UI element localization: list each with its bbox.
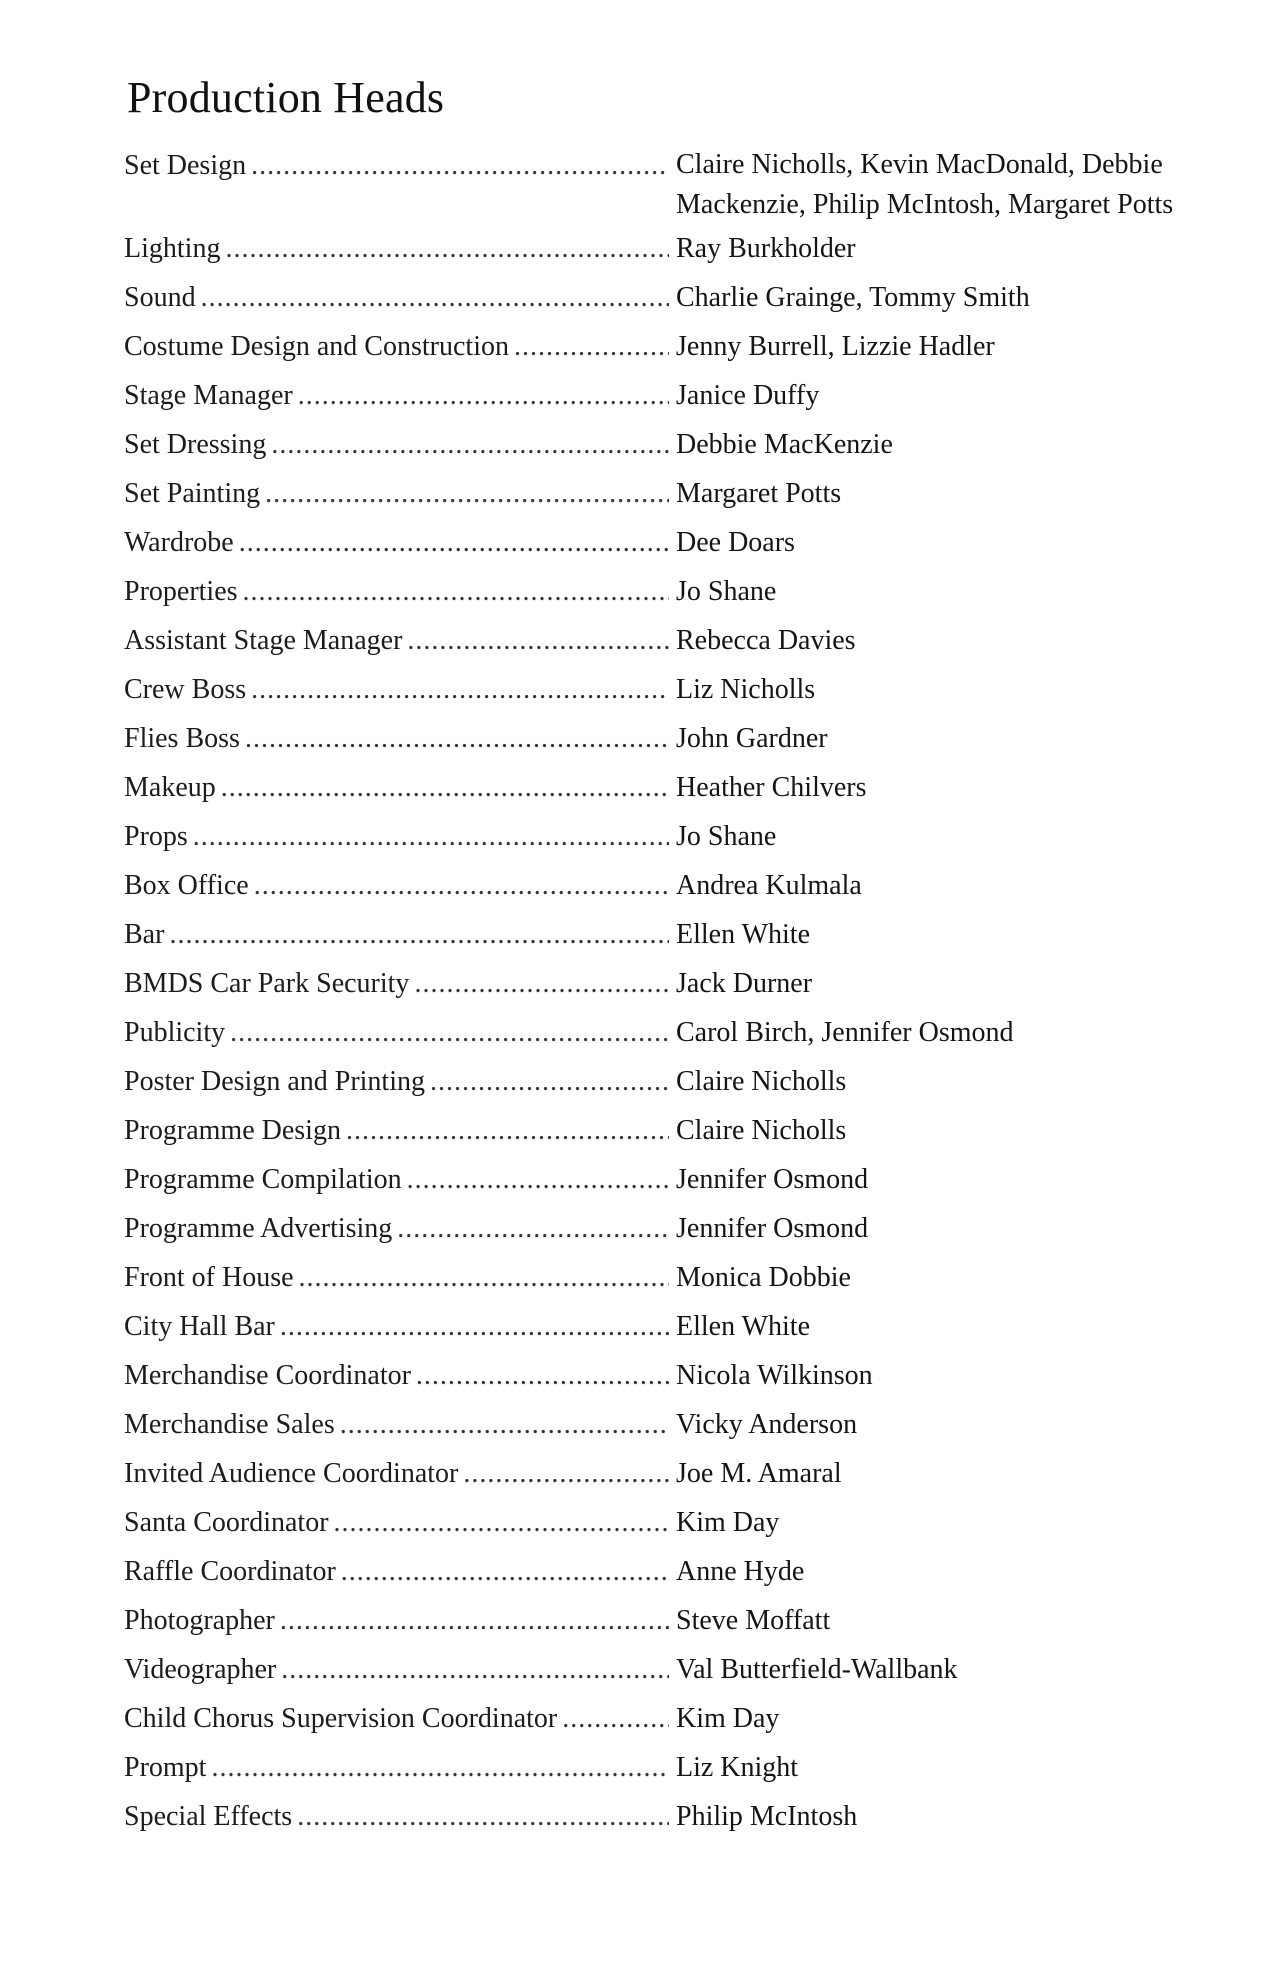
credit-names: Ellen White	[676, 919, 810, 950]
credit-row	[124, 1404, 1234, 1446]
credit-role-cell	[124, 326, 674, 368]
credit-role: Special Effects	[124, 1801, 293, 1832]
credit-role-cell	[124, 1649, 674, 1691]
dot-leader	[169, 914, 669, 956]
credit-names: Carol Birch, Jennifer Osmond	[676, 1017, 1014, 1048]
dot-leader	[298, 375, 669, 417]
credit-role-cell	[124, 1110, 674, 1152]
credit-role: Properties	[124, 576, 238, 607]
credit-names: Jenny Burrell, Lizzie Hadler	[676, 331, 995, 362]
credit-role: Raffle Coordinator	[124, 1556, 336, 1587]
credit-role: Merchandise Sales	[124, 1409, 335, 1440]
credit-row	[124, 1747, 1234, 1789]
credit-role: Stage Manager	[124, 380, 293, 411]
credit-role: Prompt	[124, 1752, 207, 1783]
credit-names: Rebecca Davies	[676, 625, 856, 656]
credit-role-cell	[124, 1404, 674, 1446]
credit-role: Set Painting	[124, 478, 261, 509]
credit-role: City Hall Bar	[124, 1311, 275, 1342]
credit-role: Programme Design	[124, 1115, 341, 1146]
credit-names: Claire Nicholls, Kevin MacDonald, Debbie Mackenzie, Philip McIntosh, Margaret Potts	[676, 149, 1174, 220]
dot-leader	[514, 326, 669, 368]
credit-row	[124, 1257, 1234, 1299]
credit-role-cell	[124, 1012, 674, 1054]
credit-names: Kim Day	[676, 1507, 780, 1538]
credit-names: Ray Burkholder	[676, 233, 856, 264]
dot-leader	[239, 522, 669, 564]
credit-names: Monica Dobbie	[676, 1262, 851, 1293]
credit-role: Poster Design and Printing	[124, 1066, 425, 1097]
credit-row	[124, 1600, 1234, 1642]
credit-names: Vicky Anderson	[676, 1409, 858, 1440]
credit-role-cell	[124, 963, 674, 1005]
dot-leader	[225, 228, 669, 270]
dot-leader	[281, 1649, 669, 1691]
dot-leader	[416, 1355, 669, 1397]
credit-role-cell	[124, 1208, 674, 1250]
credit-names: Joe M. Amaral	[676, 1458, 842, 1489]
dot-leader	[346, 1110, 669, 1152]
credit-row	[124, 1159, 1234, 1201]
dot-leader	[280, 1600, 669, 1642]
credit-role: Videographer	[124, 1654, 277, 1685]
dot-leader	[251, 669, 669, 711]
credit-role-cell	[124, 1355, 674, 1397]
credit-role-cell	[124, 767, 674, 809]
credit-row	[124, 522, 1234, 564]
credit-role-cell	[124, 1257, 674, 1299]
credit-role: Flies Boss	[124, 723, 240, 754]
credit-role: Set Dressing	[124, 429, 267, 460]
credit-role: Programme Advertising	[124, 1213, 393, 1244]
dot-leader	[271, 424, 669, 466]
credit-role: Front of House	[124, 1262, 294, 1293]
dot-leader	[254, 865, 669, 907]
credit-role-cell	[124, 669, 674, 711]
dot-leader	[407, 1159, 669, 1201]
credit-role-cell	[124, 522, 674, 564]
credit-role-cell	[124, 473, 674, 515]
credit-row	[124, 277, 1234, 319]
credit-names: John Gardner	[676, 723, 828, 754]
credit-row	[124, 473, 1234, 515]
credit-role-cell	[124, 1796, 674, 1838]
credit-row	[124, 1208, 1234, 1250]
credit-names: Claire Nicholls	[676, 1115, 847, 1146]
credit-role-cell	[124, 914, 674, 956]
credit-row	[124, 1453, 1234, 1495]
dot-leader	[280, 1306, 669, 1348]
credit-names: Jo Shane	[676, 821, 777, 852]
credit-row	[124, 1551, 1234, 1593]
credit-role: Box Office	[124, 870, 249, 901]
credit-row	[124, 1502, 1234, 1544]
credit-role: Sound	[124, 282, 196, 313]
credit-role: Photographer	[124, 1605, 275, 1636]
dot-leader	[340, 1404, 669, 1446]
dot-leader	[414, 963, 669, 1005]
credit-names: Liz Knight	[676, 1752, 799, 1783]
credit-role-cell	[124, 865, 674, 907]
credit-row	[124, 375, 1234, 417]
credit-role-cell	[124, 816, 674, 858]
credit-role: Publicity	[124, 1017, 226, 1048]
credits-list	[124, 145, 1234, 1845]
credit-role-cell	[124, 424, 674, 466]
dot-leader	[297, 1796, 669, 1838]
credit-names: Anne Hyde	[676, 1556, 805, 1587]
credit-row	[124, 718, 1234, 760]
dot-leader	[562, 1698, 669, 1740]
credit-row	[124, 424, 1234, 466]
credit-names: Steve Moffatt	[676, 1605, 831, 1636]
credit-role-cell	[124, 620, 674, 662]
credit-row	[124, 1355, 1234, 1397]
credit-role: Invited Audience Coordinator	[124, 1458, 459, 1489]
credit-names: Philip McIntosh	[676, 1801, 858, 1832]
dot-leader	[265, 473, 669, 515]
credit-role: Merchandise Coordinator	[124, 1360, 411, 1391]
page-title: Production Heads	[127, 73, 445, 122]
credit-names: Andrea Kulmala	[676, 870, 862, 901]
credit-names: Charlie Grainge, Tommy Smith	[676, 282, 1030, 313]
credit-row	[124, 669, 1234, 711]
credit-role: Child Chorus Supervision Coordinator	[124, 1703, 558, 1734]
credit-names: Liz Nicholls	[676, 674, 816, 705]
credit-row	[124, 1649, 1234, 1691]
credit-role: Crew Boss	[124, 674, 247, 705]
credit-role-cell	[124, 571, 674, 613]
credit-row	[124, 1698, 1234, 1740]
dot-leader	[193, 816, 669, 858]
dot-leader	[463, 1453, 669, 1495]
credit-names: Claire Nicholls	[676, 1066, 847, 1097]
dot-leader	[201, 277, 669, 319]
dot-leader	[230, 1012, 669, 1054]
dot-leader	[211, 1747, 669, 1789]
credit-row	[124, 620, 1234, 662]
credit-role: Makeup	[124, 772, 216, 803]
credit-row	[124, 816, 1234, 858]
credit-role-cell	[124, 145, 674, 187]
credit-role: Set Design	[124, 150, 247, 181]
credit-role-cell	[124, 228, 674, 270]
dot-leader	[341, 1551, 669, 1593]
credit-row	[124, 1306, 1234, 1348]
credit-row	[124, 865, 1234, 907]
dot-leader	[407, 620, 669, 662]
dot-leader	[245, 718, 669, 760]
credit-role-cell	[124, 1502, 674, 1544]
credit-row	[124, 228, 1234, 270]
credit-role: BMDS Car Park Security	[124, 968, 410, 999]
credit-role-cell	[124, 277, 674, 319]
credit-names: Debbie MacKenzie	[676, 429, 893, 460]
credit-names: Heather Chilvers	[676, 772, 867, 803]
dot-leader	[251, 145, 669, 187]
credit-role-cell	[124, 375, 674, 417]
credit-names: Janice Duffy	[676, 380, 820, 411]
credit-role-cell	[124, 1747, 674, 1789]
credit-row	[124, 326, 1234, 368]
credit-role-cell	[124, 718, 674, 760]
credit-names: Jack Durner	[676, 968, 813, 999]
credit-role: Lighting	[124, 233, 221, 264]
credit-row	[124, 145, 1234, 225]
credit-row	[124, 914, 1234, 956]
credit-names: Dee Doars	[676, 527, 795, 558]
credit-names: Kim Day	[676, 1703, 780, 1734]
credit-row	[124, 571, 1234, 613]
dot-leader	[221, 767, 669, 809]
dot-leader	[430, 1061, 669, 1103]
credit-role: Wardrobe	[124, 527, 234, 558]
credit-row	[124, 1061, 1234, 1103]
credit-role: Costume Design and Construction	[124, 331, 509, 362]
dot-leader	[299, 1257, 669, 1299]
credit-names: Ellen White	[676, 1311, 810, 1342]
credit-names: Jo Shane	[676, 576, 777, 607]
credit-role: Assistant Stage Manager	[124, 625, 403, 656]
credit-role-cell	[124, 1453, 674, 1495]
credit-names: Nicola Wilkinson	[676, 1360, 873, 1391]
dot-leader	[243, 571, 669, 613]
credit-role-cell	[124, 1061, 674, 1103]
credit-row	[124, 1110, 1234, 1152]
dot-leader	[397, 1208, 669, 1250]
credit-role-cell	[124, 1306, 674, 1348]
dot-leader	[334, 1502, 669, 1544]
credit-names: Val Butterfield-Wallbank	[676, 1654, 958, 1685]
credit-names: Margaret Potts	[676, 478, 842, 509]
credit-row	[124, 1012, 1234, 1054]
credit-role-cell	[124, 1551, 674, 1593]
credit-role-cell	[124, 1159, 674, 1201]
credit-row	[124, 1796, 1234, 1838]
credit-names: Jennifer Osmond	[676, 1213, 869, 1244]
credit-role-cell	[124, 1600, 674, 1642]
credit-role: Props	[124, 821, 188, 852]
credit-role: Programme Compilation	[124, 1164, 402, 1195]
credit-role-cell	[124, 1698, 674, 1740]
credit-names: Jennifer Osmond	[676, 1164, 869, 1195]
credit-role: Bar	[124, 919, 165, 950]
credit-row	[124, 963, 1234, 1005]
credit-role: Santa Coordinator	[124, 1507, 329, 1538]
credit-row	[124, 767, 1234, 809]
